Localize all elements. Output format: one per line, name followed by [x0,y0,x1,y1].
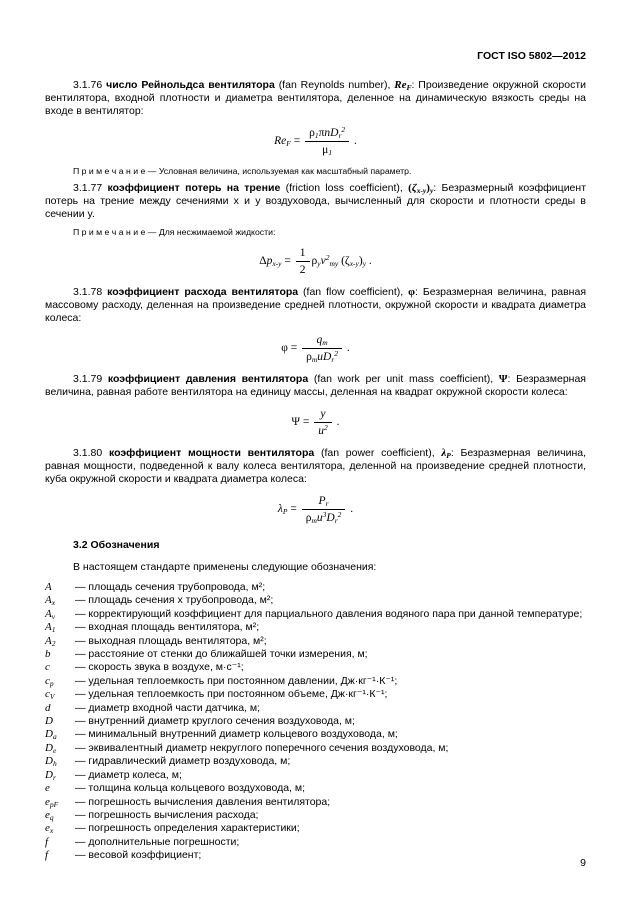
definition-3-1-80 [45,447,586,486]
symbol: b [45,648,51,661]
definition-body: : Безразмерный коэффициент потерь на трение между сечениями x и y воздуховода, вычисленный для скорости и плотности среды в сечении y. [45,182,587,220]
symbol: f [45,835,49,848]
symbol: $A_v$ [45,607,56,621]
symbol: $D_a$ [45,728,57,742]
symbol-description: — погрешность вычисления давления вентилятора; [75,795,331,808]
symbol: $e_{pF}$ [45,795,59,809]
symbol: $A_2$ [45,634,56,648]
symbol: A [45,581,52,593]
doc-footer [580,857,586,869]
symbol: $A_1$ [45,621,56,635]
symbol-row [45,621,586,634]
symbol-row [45,648,586,661]
term-symbol: $(\zeta_{x-y})_y$ [408,182,434,195]
symbol-row [45,661,586,674]
symbol: e [45,782,50,795]
formula-pressure-coefficient: Ψ = $\frac{y}{u^2}$ . [291,408,340,437]
symbol: $D_h$ [45,755,57,769]
note-text: Условная величина, используемая как масштабный параметр. [158,166,412,176]
symbol: $c_p$ [45,674,54,688]
symbols-list [45,581,586,863]
symbol-description: — скорость звука в воздухе, м·с⁻¹; [75,661,244,674]
clause-number: 3.1.76 [73,79,103,91]
term-english: (fan Reynolds number), [274,79,395,91]
symbol-row [45,581,586,594]
symbol-row [45,702,586,715]
symbol-description: — весовой коэффициент; [75,849,202,862]
note-1 [45,166,586,177]
symbol-row [45,728,586,741]
symbol-row [45,796,586,809]
symbol-description: — диаметр входной части датчика, м; [75,701,261,714]
definition-3-1-76 [45,79,586,118]
doc-header [477,50,586,62]
term-english: (fan flow coefficient), [298,286,409,298]
definition-body: : Безразмерная величина, равная массовому расходу, деленная на произведение средней плотности, окружной скорости и квадрата диаметра колеса: [45,286,587,324]
doc-title: ГОСТ ISO 5802—2012 [477,50,586,62]
symbol-row [45,742,586,755]
formula-reynolds: $Re_F$ = $\frac{\rho_1\pi nD_r^2}{\mu_1}$ . [274,125,357,157]
symbol-description: — удельная теплоемкость при постоянном давлении, Дж·кг⁻¹·К⁻¹; [75,674,398,687]
term: коэффициент давления вентилятора [107,373,309,385]
formula-friction-loss: $\Delta p_{x-y}$ = $\frac{1}{2}$ $\rho_yv^2_{my}$ $(\zeta_{x-y})_y$ . [259,247,372,276]
symbol-row [45,635,586,648]
fraction: $\frac{q_m}{\rho_muD_r^2}$ [302,333,342,364]
section-intro: В настоящем стандарте применены следующие обозначения: [73,561,377,573]
clause-number: 3.1.80 [73,447,103,459]
clause-number: 3.1.77 [73,182,103,194]
definition-3-1-79 [45,373,586,399]
symbol-row [45,769,586,782]
clause-number: 3.1.78 [73,286,103,298]
term-symbol: $\lambda_P$ [441,447,451,460]
fraction: $\frac{\rho_1\pi nD_r^2}{\mu_1}$ [305,126,349,157]
symbol-row [45,715,586,728]
symbol: f [45,849,49,862]
symbol-row [45,809,586,822]
term-english: (fan power coefficient), [314,447,442,459]
term: коэффициент мощности вентилятора [108,447,315,459]
term-symbol: $Re_F$ [394,79,412,92]
symbol-description: — площадь сечения x трубопровода, м²; [75,594,274,607]
term: коэффициент потерь на трение [107,182,281,194]
symbol-description: — площадь сечения трубопровода, м²; [75,581,266,593]
note-label: П р и м е ч а н и е — [73,166,159,176]
content [45,76,586,863]
fraction: $\frac{1}{2}$ [296,246,310,277]
symbol: c [45,661,50,674]
formula-power-coefficient: $\lambda_P$ = $\frac{P_r}{\rho_mu^3D_r^2}$ . [277,495,354,525]
symbol: $D_e$ [45,741,57,755]
symbol-description: — гидравлический диаметр воздуховода, м; [75,755,291,768]
term: число Рейнольдса вентилятора [106,79,275,91]
symbol-description: — погрешность определения характеристики; [75,822,300,835]
symbol-description: — погрешность вычисления расхода; [75,808,259,821]
definition-3-1-77 [45,182,586,221]
symbol-row [45,782,586,795]
section-heading: 3.2 Обозначения [73,539,160,551]
symbol: $e_q$ [45,808,54,822]
symbol-row [45,675,586,688]
definition-3-1-78 [45,286,586,325]
symbol: $A_x$ [45,594,56,608]
symbol-description: — расстояние от стенки до ближайшей точки измерения, м; [75,648,368,661]
note-2 [45,227,586,238]
symbol-description: — эквивалентный диаметр некруглого поперечного сечения воздуховода, м; [75,741,449,754]
symbol: $c_V$ [45,688,55,702]
definition-body: : Безразмерная величина, равная работе вентилятора на единицу массы, деленная на квадрат окружной скорости колеса: [45,373,586,398]
symbol-description: — выходная площадь вентилятора, м²; [75,634,267,647]
symbol-row [45,755,586,768]
symbol: $D_r$ [45,768,56,782]
fraction: $\frac{y}{u^2}$ [314,407,332,438]
symbol-row [45,688,586,701]
symbol: d [45,701,51,714]
note-label: П р и м е ч а н и е — [73,227,159,237]
symbol-description: — внутренний диаметр круглого сечения воздуховода, м; [75,715,355,728]
symbol-description: — корректирующий коэффициент для парциального давления водяного пара при данной температуре; [75,607,583,620]
symbol-row [45,594,586,607]
symbol-row [45,822,586,835]
symbol-row [45,836,586,849]
formula-flow-coefficient: φ = $\frac{q_m}{\rho_muD_r^2}$ . [281,334,350,364]
symbol-description: — дополнительные погрешности; [75,835,240,848]
symbol-description: — входная площадь вентилятора, м²; [75,621,260,634]
note-text: Для несжимаемой жидкости: [158,227,276,237]
term: коэффициент расхода вентилятора [107,286,299,298]
clause-number: 3.1.79 [73,373,103,385]
term-symbol: φ [408,286,415,298]
term-english: (fan work per unit mass coefficient), [308,373,499,385]
fraction: $\frac{P_r}{\rho_mu^3D_r^2}$ [302,494,346,525]
symbol-description: — диаметр колеса, м; [75,768,182,781]
symbol-description: — минимальный внутренний диаметр кольцевого воздуховода, м; [75,728,398,741]
term-english: (friction loss coefficient), [280,182,409,194]
symbol-description: — удельная теплоемкость при постоянном объеме, Дж·кг⁻¹·К⁻¹; [75,688,388,701]
definition-body: : Безразмерная величина, равная мощности, подведенной к валу колеса вентилятора, деленной на произведение средней плотности, куба окружной скорости и квадрата диаметра колеса: [45,447,587,485]
symbol-row [45,608,586,621]
symbol: D [45,715,53,728]
symbol-row [45,849,586,862]
term-symbol: Ψ [498,373,508,385]
symbol-description: — толщина кольца кольцевого воздуховода, м; [75,782,306,795]
page-number: 9 [580,857,586,869]
definition-body: : Произведение окружной скорости вентилятора, входной плотности и диаметра вентилятора, деленное на динамическую вязкость среды на входе в вентилятор: [45,79,586,117]
symbol: $e_x$ [45,822,54,836]
